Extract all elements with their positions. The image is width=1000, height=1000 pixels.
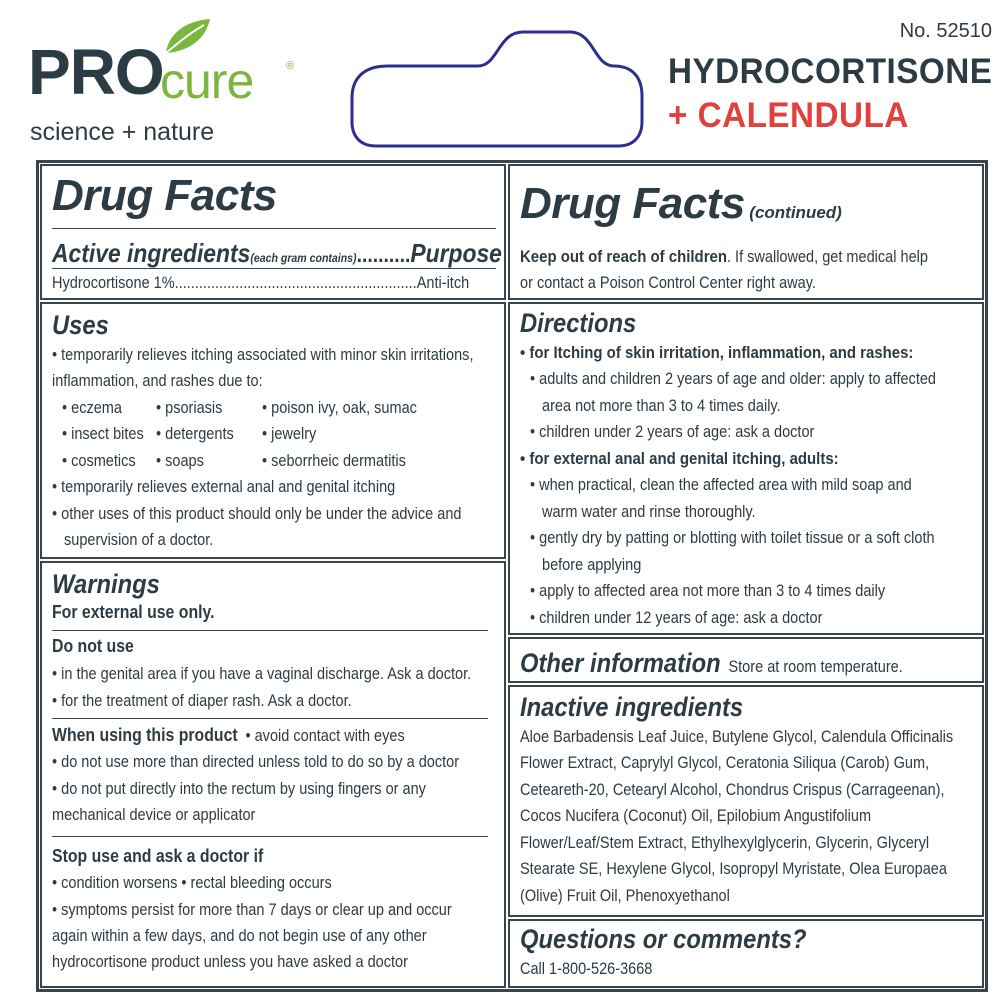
active-ingredients-heading: Active ingredients [52, 238, 251, 268]
other-information-heading: Other information [520, 648, 721, 678]
registered-mark: ® [286, 60, 295, 72]
uses-condition: • insect bites [62, 425, 144, 443]
purpose-heading: Purpose [410, 238, 502, 268]
stop-use-item: again within a few days, and do not begin use of any other [52, 927, 427, 945]
divider [52, 268, 496, 269]
brand-logo-cure: cure [160, 53, 254, 109]
drug-facts-continued-title [520, 179, 842, 228]
directions-item: before applying [542, 556, 642, 574]
inactive-ingredients-heading: Inactive ingredients [520, 692, 744, 722]
keep-out-heading: Keep out of reach of children [520, 247, 727, 266]
drug-facts-title: Drug Facts [520, 179, 745, 228]
warnings-heading: Warnings [52, 569, 160, 599]
uses-line: supervision of a doctor. [64, 531, 214, 549]
directions-item: • when practical, clean the affected area with mild soap and [530, 476, 912, 494]
stop-use-item: • condition worsens • rectal bleeding occurs [52, 874, 332, 892]
uses-condition: • soaps [156, 452, 204, 470]
keep-out-text: . If swallowed, get medical help [726, 248, 928, 266]
when-using-item: • do not use more than directed unless told to do so by a doctor [52, 753, 460, 771]
uses-condition: • detergents [156, 425, 234, 443]
when-using-item: • avoid contact with eyes [245, 727, 405, 745]
inactive-ingredients-line: (Olive) Fruit Oil, Phenoxyethanol [520, 887, 730, 905]
uses-line: • other uses of this product should only be under the advice and [52, 505, 462, 523]
uses-condition: • seborrheic dermatitis [262, 452, 406, 470]
inactive-ingredients-line: Flower Extract, Caprylyl Glycol, Ceratonia Siliqua (Carob) Gum, [520, 754, 930, 772]
stop-use-heading: Stop use and ask a doctor if [52, 846, 264, 866]
other-information-row [520, 648, 903, 679]
questions-heading: Questions or comments? [520, 924, 807, 954]
uses-condition: • poison ivy, oak, sumac [262, 399, 417, 417]
stop-use-item: • symptoms persist for more than 7 days or clear up and occur [52, 901, 452, 919]
brand-logo-pro: PRO [28, 36, 164, 108]
uses-line: inflammation, and rashes due to: [52, 372, 263, 390]
do-not-use-item: • for the treatment of diaper rash. Ask a doctor. [52, 692, 352, 710]
product-name-line1: HYDROCORTISONE [668, 52, 993, 91]
product-number: No. 52510 [899, 20, 992, 42]
directions-item: • children under 12 years of age: ask a doctor [530, 609, 823, 627]
uses-condition: • eczema [62, 399, 122, 417]
directions-subheading: • for Itching of skin irritation, inflammation, and rashes: [520, 343, 914, 362]
product-name-line2: + CALENDULA [668, 96, 909, 135]
keep-out-line [520, 244, 928, 271]
active-ingredient-line: Hydrocortisone 1%............................................................Anti-itch [52, 274, 470, 292]
questions-phone: Call 1-800-526-3668 [520, 960, 653, 978]
divider [52, 228, 496, 229]
stop-use-item: hydrocortisone product unless you have asked a doctor [52, 953, 408, 971]
inactive-ingredients-line: Stearate SE, Hexylene Glycol, Isopropyl Myristate, Olea Europaea [520, 860, 947, 878]
uses-condition: • jewelry [262, 425, 317, 443]
directions-heading: Directions [520, 308, 637, 338]
divider [52, 836, 488, 837]
do-not-use-item: • in the genital area if you have a vaginal discharge. Ask a doctor. [52, 665, 472, 683]
uses-heading: Uses [52, 310, 109, 340]
active-ingredients-note: (each gram contains) [250, 251, 357, 265]
drug-facts-title: Drug Facts [52, 171, 277, 220]
do-not-use-heading: Do not use [52, 636, 134, 656]
uses-condition: • psoriasis [156, 399, 223, 417]
when-using-item: • do not put directly into the rectum by using fingers or any [52, 780, 426, 798]
when-using-heading: When using this product [52, 725, 238, 745]
when-using-row [52, 722, 405, 751]
directions-item: • apply to affected area not more than 3 to 4 times daily [530, 582, 886, 600]
continued-note: (continued) [749, 203, 842, 222]
inactive-ingredients-line: Ceteareth-20, Cetearyl Alcohol, Chondrus Crispus (Carrageenan), [520, 781, 945, 799]
other-information-text: Store at room temperature. [728, 658, 903, 676]
uses-line: • temporarily relieves itching associated with minor skin irritations, [52, 346, 474, 364]
directions-item: • gently dry by patting or blotting with toilet tissue or a soft cloth [530, 529, 935, 547]
uses-condition: • cosmetics [62, 452, 136, 470]
leaf-icon [162, 17, 212, 55]
directions-item: warm water and rinse thoroughly. [542, 503, 756, 521]
uses-line: • temporarily relieves external anal and genital itching [52, 478, 396, 496]
when-using-item: mechanical device or applicator [52, 806, 256, 824]
inactive-ingredients-line: Aloe Barbadensis Leaf Juice, Butylene Glycol, Calendula Officinalis [520, 728, 954, 746]
brand-tagline: science + nature [30, 118, 215, 146]
leader-dots: .......... [356, 242, 411, 267]
keep-out-text: or contact a Poison Control Center right away. [520, 274, 816, 292]
hang-tab-outline [348, 28, 648, 150]
directions-item: • adults and children 2 years of age and older: apply to affected [530, 370, 937, 388]
external-use-only: For external use only. [52, 602, 215, 622]
active-ingredients-heading-row [52, 238, 502, 269]
directions-item: area not more than 3 to 4 times daily. [542, 397, 781, 415]
directions-item: • children under 2 years of age: ask a doctor [530, 423, 815, 441]
divider [52, 718, 488, 719]
inactive-ingredients-line: Cocos Nucifera (Coconut) Oil, Epilobium Angustifolium [520, 807, 872, 825]
inactive-ingredients-line: Flower/Leaf/Stem Extract, Ethylhexylglycerin, Glycerin, Glyceryl [520, 834, 930, 852]
directions-subheading: • for external anal and genital itching, adults: [520, 449, 839, 468]
divider [52, 630, 488, 631]
